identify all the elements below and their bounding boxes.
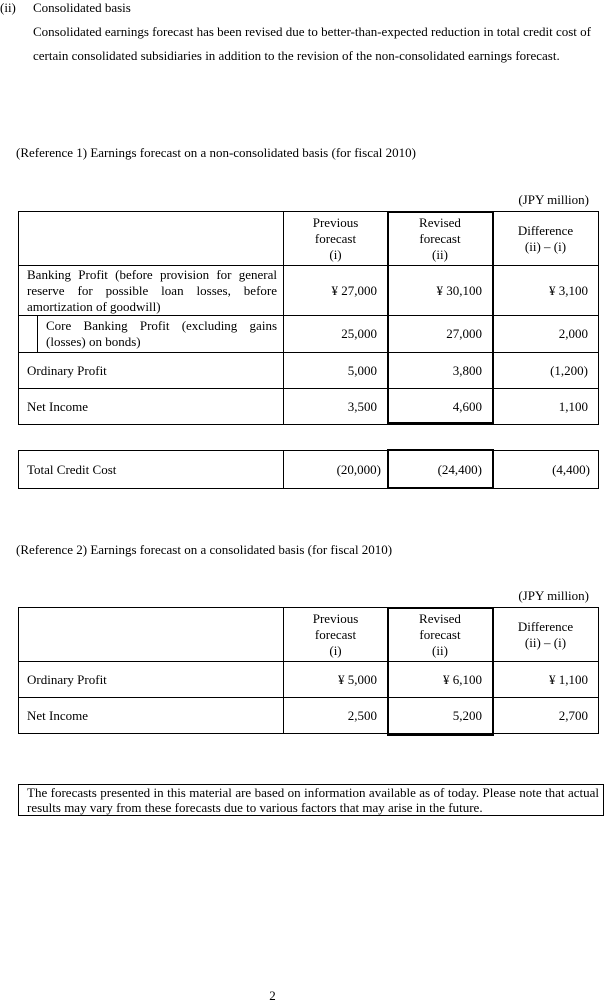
- cell-difference: 2,700: [493, 698, 599, 734]
- row-label: Core Banking Profit (excluding gains (losses) on bonds): [37, 316, 283, 352]
- cell-revised: ¥ 6,100: [388, 662, 493, 698]
- cell-revised: 27,000: [388, 316, 493, 353]
- cell-difference: ¥ 3,100: [493, 266, 599, 316]
- header-line: Difference: [517, 618, 574, 634]
- cell-difference: 1,100: [493, 389, 599, 425]
- header-line: Revised: [419, 610, 461, 626]
- cell-previous: ¥ 27,000: [284, 266, 388, 316]
- disclaimer-note: The forecasts presented in this material are based on information available as of today. Please note that actual results may vary from these forecasts due to various factors that may arise in the future.: [18, 784, 604, 816]
- table-row: [19, 353, 599, 389]
- header-line: (ii) – (i): [524, 238, 567, 254]
- table-row: [19, 662, 599, 698]
- row-label: Banking Profit (before provision for general reserve for possible loan losses, before amortization of goodwill): [19, 266, 284, 316]
- header-blank-cell: [19, 608, 284, 662]
- header-line: (i): [329, 642, 342, 658]
- cell-revised: (24,400): [388, 451, 493, 489]
- row-label: Total Credit Cost: [19, 451, 284, 489]
- reference-1-unit: (JPY million): [518, 192, 589, 207]
- cell-difference: 2,000: [493, 316, 599, 353]
- header-line: forecast: [314, 230, 357, 246]
- section-paragraph: Consolidated earnings forecast has been revised due to better-than-expected reduction in total credit cost of certain consolidated subsidiaries in addition to the revision of the non-consolidated earnings forecast.: [33, 24, 591, 63]
- section-title: Consolidated basis: [33, 0, 131, 15]
- table-header-row: [19, 608, 599, 662]
- header-blank-cell: [19, 212, 284, 266]
- header-difference: [493, 608, 599, 662]
- cell-difference: (1,200): [493, 353, 599, 389]
- header-line: (ii): [432, 642, 448, 658]
- header-line: (i): [329, 246, 342, 262]
- header-line: (ii): [432, 246, 448, 262]
- header-line: forecast: [419, 626, 461, 642]
- header-previous-forecast: [284, 608, 388, 662]
- header-line: Previous: [312, 214, 359, 230]
- table-row: [19, 316, 599, 353]
- header-line: Difference: [517, 222, 574, 238]
- header-line: forecast: [314, 626, 357, 642]
- header-revised-forecast: [388, 212, 493, 266]
- table-row: [19, 389, 599, 425]
- reference-2-unit: (JPY million): [518, 588, 589, 603]
- header-difference: [493, 212, 599, 266]
- table-header-row: [19, 212, 599, 266]
- cell-revised: 3,800: [388, 353, 493, 389]
- cell-revised: ¥ 30,100: [388, 266, 493, 316]
- header-line: (ii) – (i): [524, 634, 567, 650]
- table-row: [19, 266, 599, 316]
- header-line: Previous: [312, 610, 359, 626]
- cell-revised: 4,600: [388, 389, 493, 425]
- cell-revised: 5,200: [388, 698, 493, 734]
- header-previous-forecast: [284, 212, 388, 266]
- header-line: forecast: [419, 230, 461, 246]
- cell-previous: 3,500: [284, 389, 388, 425]
- row-label: Ordinary Profit: [19, 662, 284, 698]
- credit-cost-table: [18, 450, 599, 489]
- cell-previous: 2,500: [284, 698, 388, 734]
- cell-previous: (20,000): [284, 451, 388, 489]
- reference-2-table: [18, 607, 599, 734]
- cell-difference: ¥ 1,100: [493, 662, 599, 698]
- page-number: 2: [269, 988, 276, 1003]
- header-line: Revised: [419, 214, 461, 230]
- row-label: Net Income: [19, 698, 284, 734]
- row-label-sub: [19, 316, 284, 353]
- section-number: (ii): [0, 0, 16, 15]
- row-label: Net Income: [19, 389, 284, 425]
- cell-difference: (4,400): [493, 451, 599, 489]
- row-label: Ordinary Profit: [19, 353, 284, 389]
- table-row: [19, 451, 599, 489]
- cell-previous: 25,000: [284, 316, 388, 353]
- header-revised-forecast: [388, 608, 493, 662]
- reference-1-title: (Reference 1) Earnings forecast on a non-consolidated basis (for fiscal 2010): [16, 145, 416, 160]
- table-row: [19, 698, 599, 734]
- reference-2-title: (Reference 2) Earnings forecast on a consolidated basis (for fiscal 2010): [16, 542, 393, 557]
- cell-previous: ¥ 5,000: [284, 662, 388, 698]
- cell-previous: 5,000: [284, 353, 388, 389]
- reference-1-table: [18, 211, 599, 425]
